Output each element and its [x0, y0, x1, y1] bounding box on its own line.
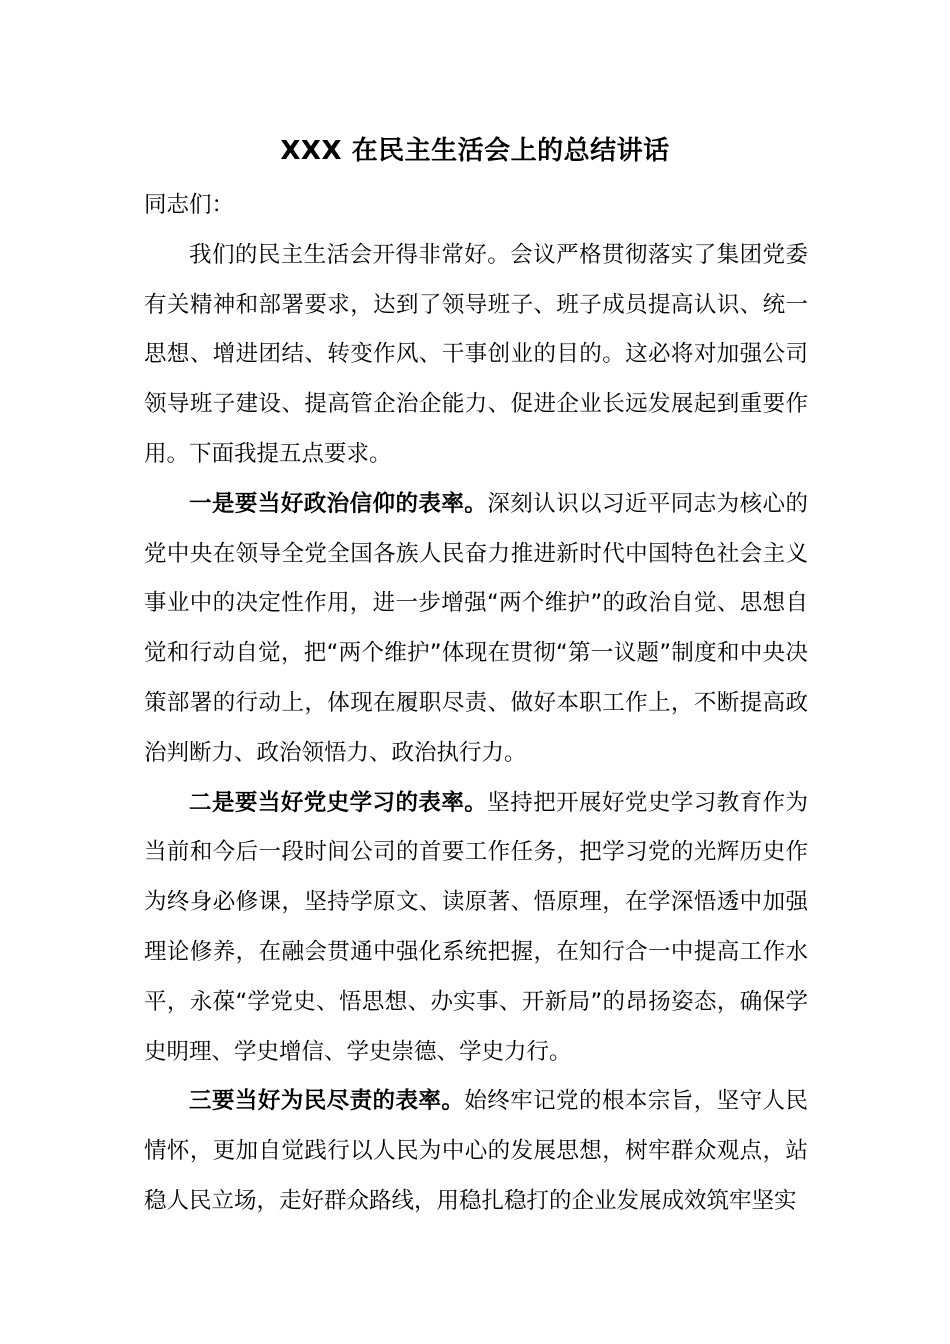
point-3-text: 始终牢记党的根本宗旨，坚守人民情怀，更加自觉践行以人民为中心的发展思想，树牢群众观点，站稳人民立场，走好群众路线，用稳扎稳打的企业发展成效筑牢坚实: [144, 1088, 808, 1214]
point-paragraph-3: [144, 1077, 808, 1226]
intro-paragraph: 我们的民主生活会开得非常好。会议严格贯彻落实了集团党委有关精神和部署要求，达到了领导班子、班子成员提高认识、统一思想、增进团结、转变作风、干事创业的目的。这必将对加强公司领导班子建设、提高管企治企能力、促进企业长远发展起到重要作用。下面我提五点要求。: [144, 241, 808, 467]
point-paragraph-2: [144, 779, 808, 1078]
point-paragraph-1: [144, 480, 808, 779]
document-title: XXX 在民主生活会上的总结讲话: [280, 136, 670, 166]
point-3-heading: 三要当好为民尽责的表率。: [189, 1088, 465, 1115]
document-body: [144, 181, 808, 1227]
point-1-heading: 一是要当好政治信仰的表率。: [189, 490, 488, 517]
point-2-text: 坚持把开展好党史学习教育作为当前和今后一段时间公司的首要工作任务，把学习党的光辉历史作为终身必修课，坚持学原文、读原著、悟原理，在学深悟透中加强理论修养，在融会贯通中强化系统把握，在知行合一中提高工作水平，永葆“学党史、悟思想、办实事、开新局”的昂扬姿态，确保学史明理、学史增信、学史崇德、学史力行。: [144, 789, 808, 1065]
salutation: 同志们：: [144, 192, 235, 218]
point-2-heading: 二是要当好党史学习的表率。: [189, 789, 488, 816]
point-1-text: 深刻认识以习近平同志为核心的党中央在领导全党全国各族人民奋力推进新时代中国特色社会主义事业中的决定性作用，进一步增强“两个维护”的政治自觉、思想自觉和行动自觉，把“两个维护”体现在贯彻“第一议题”制度和中央决策部署的行动上，体现在履职尽责、做好本职工作上，不断提高政治判断力、政治领悟力、政治执行力。: [144, 490, 808, 766]
